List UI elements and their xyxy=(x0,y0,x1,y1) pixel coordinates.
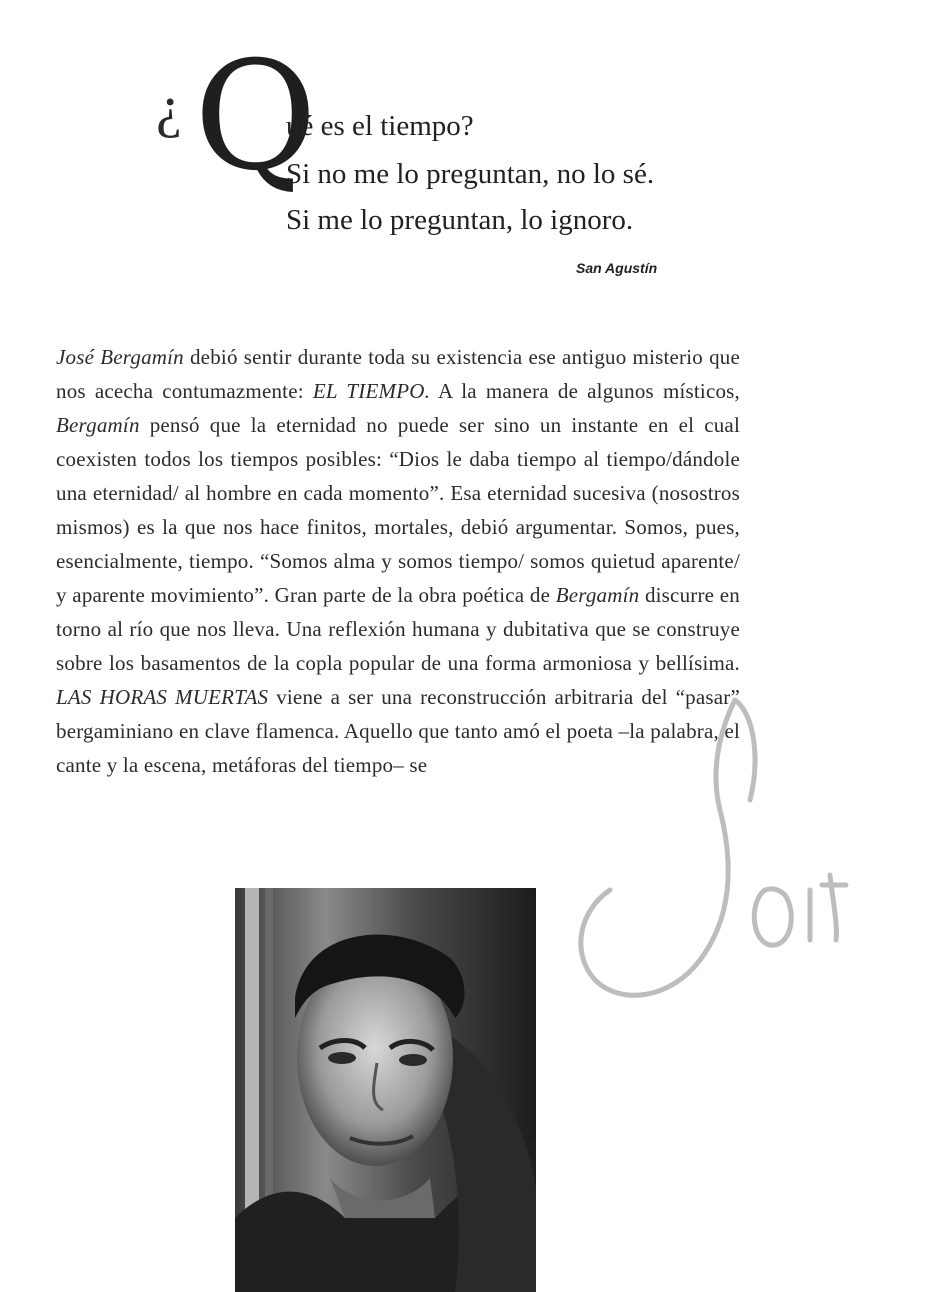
work-title: LAS HORAS MUERTAS xyxy=(56,685,269,709)
author-name: Bergamín xyxy=(56,413,140,437)
quote-author: San Agustín xyxy=(576,260,658,276)
author-name: Bergamín xyxy=(555,583,640,607)
quote-line-2: Si no me lo preguntan, no lo sé. xyxy=(286,158,655,190)
handwritten-signature xyxy=(560,690,880,1020)
text-run: pensó que la eternidad no puede ser sino un instante en el cual coexisten todos los tiempos posibles: “Dios le daba tiempo al tiempo/dándole una eternidad/ al hombre en cada momento”. Esa eternidad sucesiva (nosostros mismos) es la que nos hace finitos, mortales, debió argumentar. Somos, pues, esencialmente, tiempo. “Somos alma y somos tiempo/ somos quietud aparente/ y aparente movimiento”. Gran parte de la obra poética de xyxy=(56,413,740,607)
drop-cap-q: Q xyxy=(194,30,317,204)
text-run: discurre en torno al río que nos lleva. Una reflexión humana y dubitativa que se construye sobre los basamentos de la copla popular de una forma armoniosa y bellísima. xyxy=(56,583,741,675)
portrait-illustration xyxy=(235,888,536,1292)
inverted-question-mark: ¿ xyxy=(156,74,182,139)
text-run: A la manera de algunos místicos, xyxy=(430,379,740,403)
epigraph xyxy=(150,30,710,288)
portrait-photo xyxy=(235,888,536,1292)
text-run: viene a ser una reconstrucción arbitraria del “pasar” bergaminiano en clave flamenca. Aquello que tanto amó el poeta –la palabra, el cante y la escena, metáforas del tiempo– se xyxy=(56,685,740,777)
quote-line-3: Si me lo preguntan, lo ignoro. xyxy=(286,204,634,236)
text-run: debió sentir durante toda su existencia ese antiguo misterio que nos acecha contumazmente: xyxy=(56,345,740,403)
emphasis-el-tiempo: EL TIEMPO. xyxy=(312,379,431,403)
quote-line-1: ué es el tiempo? xyxy=(286,110,474,142)
author-name: José Bergamín xyxy=(56,345,184,369)
